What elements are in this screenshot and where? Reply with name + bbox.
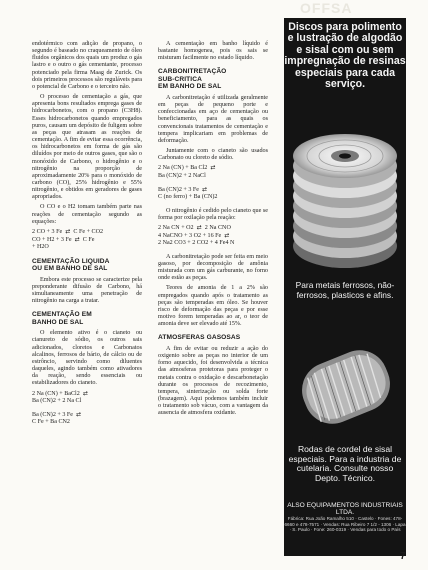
- paragraph: A carbonitretação é utilizada geralmente em peças de pequeno porte e confeccionadas em aço de cementação ou beneficiamento, para as quais os convencionais tratamentos de cementação e tempera implicariam em problemas de deformação.: [158, 94, 268, 144]
- chemical-equation: 2 CO + 3 Fe ⇄ C Fe + CO2 CO + H2 + 3 Fe ⇄ C Fe + H2O: [32, 228, 104, 251]
- paragraph: O elemento ativo é o cianeto ou cianureto de sódio, os outros sais adicionados, cloretos e Carbonatos alcalinos, ferrosos de bário, de cálcio ou de estrôncio, servindo como diluentes daqueles, agindo também como ativadores da reação, sendo essenciais ou estabilizadores do cianeto.: [32, 330, 142, 387]
- ad-company-name: ALSO EQUIPAMENTOS INDUSTRIAIS LTDA.: [287, 502, 403, 517]
- chemical-equation: Ba (CN)2 + 3 Fe ⇄ C Fe + Ba CN2: [32, 411, 82, 426]
- paragraph: O CO e o H2 tomam também parte nas reações de cementação segundo as equações:: [32, 204, 142, 225]
- paragraph: O nitrogênio é cedido pelo cianeto que se forma por oxilação pela reação:: [158, 207, 268, 221]
- paragraph: A carbonitretação pode ser feita em meio gasoso, por decomposição de amônia misturada com um gás carburante, no forno onde estão as peças.: [158, 253, 268, 282]
- paragraph: A cementação em banho líquido é bastante homogenea, pois os sais se misturam facilmente no estado líquido.: [158, 41, 268, 62]
- ad-headline: Discos para polimento e lustração de algodão e sisal com ou sem impregnação de resinas especiais para cada serviço.: [284, 21, 406, 91]
- paragraph: A fim de evitar ou reduzir a ação do oxigenio sobre as peças no interior de um forno aquecido, foi desenvolvida a técnica das atmosferas protetoras para proteger o metais contra o oxidação e descarbonetação durante os processos de recozimento, tempera, sinterização ou solda forte (brazagem). Aqui podemos também incluir o tratamento sob vácuo, com a vantagem da ausencia de atmosfera oxidante.: [158, 345, 268, 417]
- sisal-wheel-image: [294, 334, 398, 440]
- paragraph: Embora este processo se caracterize pela preponderante difusão de Carbono, há simultaneamente uma penetração de nitrogênio na carga a tratar.: [32, 276, 142, 305]
- faded-header-text: OFFSA: [300, 0, 353, 16]
- chemical-equation: Ba (CN)2 + 3 Fe ⇄ C (no ferro) + Ba (CN)2: [158, 186, 218, 201]
- advertisement-panel: [284, 18, 406, 556]
- paragraph: endotérmico com adição de propano, o segundo é baseado no craqueamento de óleo fluidos orgânicos dos quais um produz o gás lastro e o outro o gás cementante, processo potenciado pela firma Maag de Zurick. Os dois primeiros processos são reguláveis para o potencial de Carbono e o terceiro não.: [32, 41, 142, 90]
- ad-sisal-wheels-text: Rodas de cordel de sisal especiais. Para a industria de cutelaria. Consulte nosso Depto. Técnico.: [288, 444, 402, 483]
- article-column-2: [158, 41, 268, 420]
- article-column-1: [32, 41, 142, 433]
- polishing-discs-image: [290, 106, 400, 276]
- chemical-equation: 2 Na CN + O2 ⇄ 2 Na CNO 4 NaCNO + 3 O2 + 16 Fe ⇄ 2 Na2 CO3 + 2 CO2 + 4 Fe4 N: [158, 225, 235, 247]
- paragraph: O processo de cementação a gás, que apresenta bons resultados emprega gases de hidrocarbonetos, com o propano (C3H8). Esses hidrocarbonetos quando empregados puros, causam um depósito de fuligem sobre as peças que atrasam as reações de cementação. A fim de evitar essa ocorrência, os hidrocarbonetos em forma de gás são diluídos por meio de outros gases, que são o monóxido de Carbono, o hidrogênio e o nitrogênio na proporção de aproximadamente 20% para o monóxido de carbono (CO), 25% hidrogênio e 55% nitrogênio, e obtidos em geradores de gases apropriados.: [32, 94, 142, 201]
- ad-company-address: Fábrica: Rua João Ramalho 510 · Castelo · Fones: 478-6660 e 478-7571 · Vendas: Rua Ribeiro 7 1/2 - 1306 · Lapa · S. Paulo · Fone: 260-0319 · Vendas para todo o País: [284, 516, 406, 533]
- chemical-equation: 2 Na (CN) + BaCl2 ⇄ Ba (CN)2 + 2 Na Cl: [32, 390, 88, 405]
- section-heading: ATMOSFERAS GASOSAS: [158, 334, 241, 342]
- section-heading: CARBONITRETAÇÃO SUB-CRITICA EM BANHO DE SAL: [158, 68, 227, 91]
- polishing-disc-stack-icon: [290, 106, 400, 276]
- page-number: 7: [400, 551, 406, 562]
- section-heading: CEMENTAÇÃO LIQUIDA OU EM BANHO DE SAL: [32, 257, 110, 273]
- paragraph: Teores de amonia de 1 a 2% são empregados quando após o tratamento as peças são temperadas em óleo. Se houver risco de deformação das peças e por esse motivo forem temperadas ao ar, o teor de amonia deve ser elevado até 15%.: [158, 285, 268, 328]
- sisal-wheel-icon: [294, 334, 398, 440]
- ad-materials-text: Para metais ferrosos, não-ferrosos, plasticos e afins.: [295, 280, 395, 300]
- paragraph: Juntamente com o cianeto são usados Carbonato ou cloreto de sódio.: [158, 148, 268, 162]
- section-heading: CEMENTAÇÃO EM BANHO DE SAL: [32, 311, 92, 326]
- chemical-equation: 2 Na (CN) + Ba Cl2 ⇄ Ba (CN)2 + 2 NaCl: [158, 165, 216, 179]
